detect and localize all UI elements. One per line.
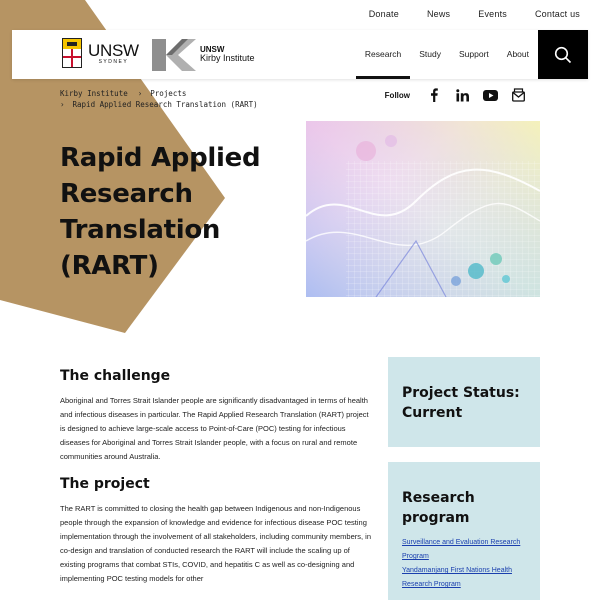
kirby-institute-logo[interactable] [152,39,255,71]
main-content [60,368,374,598]
email-icon[interactable] [504,87,532,103]
contact-us-link[interactable]: Contact us [534,9,580,19]
project-status-title: Project Status: Current [402,385,520,421]
follow-label: Follow [384,90,410,100]
research-program-title-line-2: program [402,510,470,526]
project-heading: The project [60,476,150,492]
research-program-card [388,462,540,600]
research-program-link-2-line-2[interactable]: Research Program [402,581,461,588]
challenge-paragraph: Aboriginal and Torres Strait Islander people are significantly disadvantaged in terms of health and infectious diseases in particular. The Rapid Applied Research Translation (RART) project is designed to achieve large-scale access to Point-of-Care (POC) testing for infectious diseases for Aboriginal and Torres Strait Islander people, with a focus on rural and remote communities around Australia. [60,396,369,461]
research-program-link-1[interactable] [402,536,526,564]
unsw-logo[interactable] [62,38,139,68]
nav-about[interactable]: About [506,49,529,59]
chevron-right-icon: › [137,89,143,98]
project-paragraph: The RART is committed to closing the health gap between Indigenous and non-Indigenous people through the expansion of knowledge and evidence for infectious disease POC testing implementation through the involvement of all stakeholders, including community members, in co-design and translation of conducted research the RART will include the scaling up of existing programs that combat STIs, COVID, and hepatitis C as well as co-designing and implementing POC testing models for other [60,504,371,583]
main-nav [356,30,538,79]
page-title-line-2: Research [60,179,193,209]
research-program-title [402,488,526,528]
research-program-link-2-line-1[interactable]: Yandamanjang First Nations Health [402,567,512,574]
events-link[interactable]: Events [478,9,507,19]
breadcrumb-projects[interactable]: Projects [150,89,187,98]
chevron-right-icon: › [60,100,65,109]
page-title-line-3: Translation [60,215,221,245]
donate-link[interactable]: Donate [368,9,399,19]
search-button[interactable] [538,30,588,79]
kirby-logo-line2: Kirby Institute [200,53,255,64]
search-icon [554,46,572,64]
nav-support[interactable]: Support [459,49,489,59]
breadcrumb [60,88,258,110]
utility-nav [341,9,580,19]
breadcrumb-kirby-institute[interactable]: Kirby Institute [60,89,128,98]
page-title [60,140,300,284]
challenge-heading: The challenge [60,368,171,384]
project-status-card [388,357,540,447]
unsw-logo-text: UNSW [88,40,139,60]
research-program-link-1-line-2[interactable]: Program [402,553,429,560]
news-link[interactable]: News [426,9,451,19]
hero-image [306,121,540,297]
facebook-icon[interactable] [420,87,448,103]
youtube-icon[interactable] [476,87,504,103]
kirby-k-icon [152,39,196,71]
page-title-line-4: (RART) [60,251,159,281]
research-program-link-2[interactable] [402,564,526,592]
social-follow [385,87,532,103]
research-program-title-line-1: Research [402,490,475,506]
breadcrumb-current: Rapid Applied Research Translation (RART) [72,100,258,109]
kirby-logo-line1: UNSW [200,44,225,54]
nav-study[interactable]: Study [419,49,441,59]
nav-research[interactable]: Research [356,30,410,79]
site-header [12,30,588,79]
page-title-line-1: Rapid Applied [60,143,261,173]
research-program-link-1-line-1[interactable]: Surveillance and Evaluation Research [402,539,521,546]
linkedin-icon[interactable] [448,87,476,103]
unsw-logo-subtext: SYDNEY [98,58,129,65]
unsw-crest-icon [62,38,82,68]
